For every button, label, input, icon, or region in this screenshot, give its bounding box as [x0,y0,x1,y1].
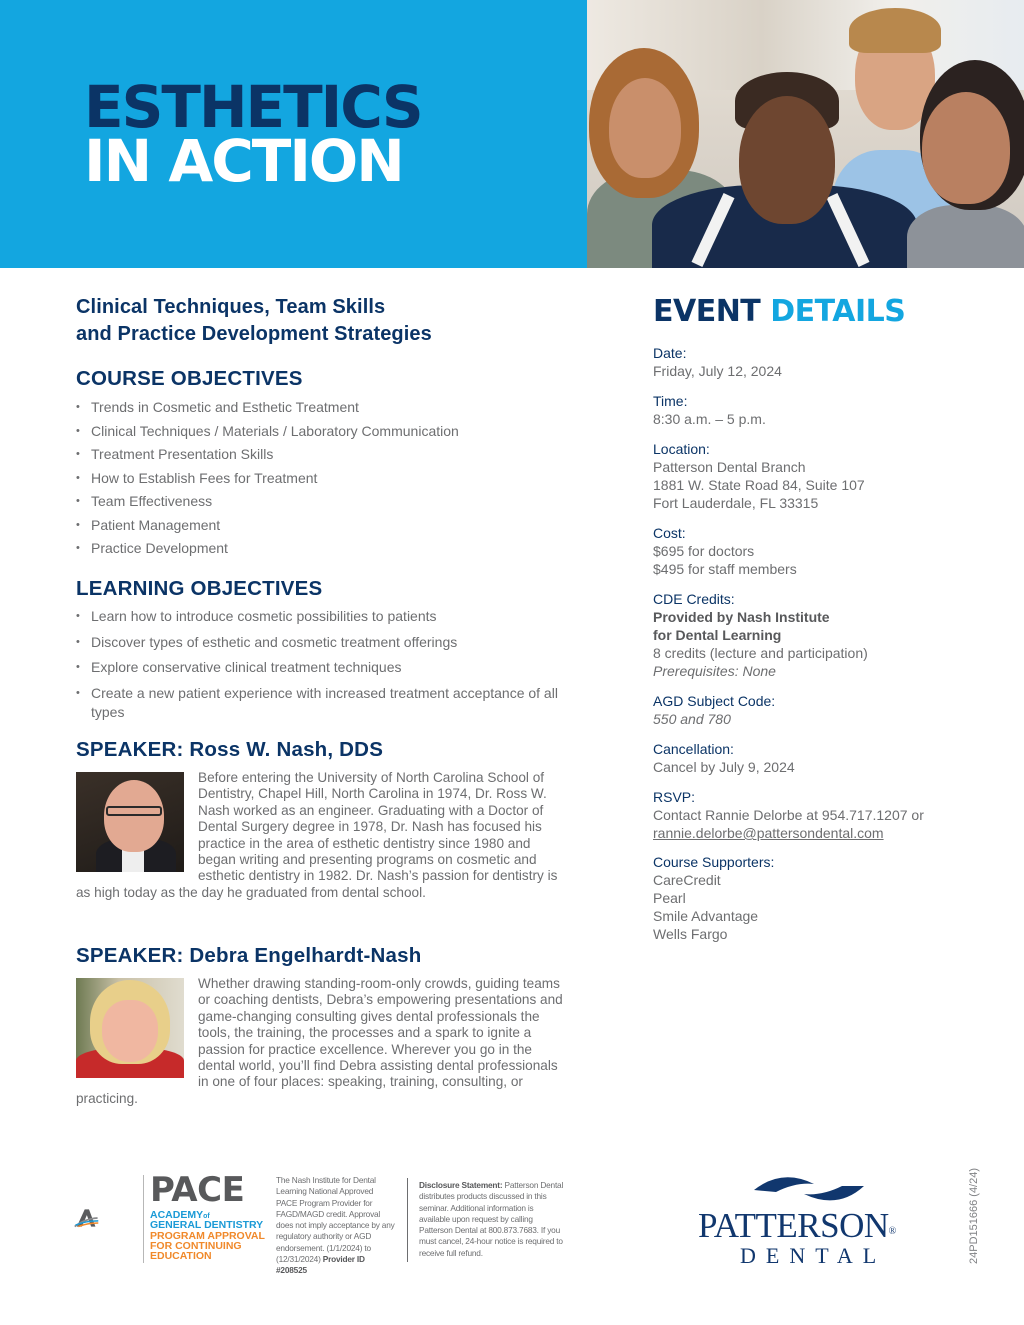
hero-group-photo [587,0,1024,268]
list-item: • Patient Management [76,515,576,539]
event-agd-label: AGD Subject Code: [653,693,776,709]
speaker-heading-ross-nash: SPEAKER: Ross W. Nash, DDS [76,738,384,761]
event-location-line3: Fort Lauderdale, FL 33315 [653,495,819,511]
event-time-value: 8:30 a.m. – 5 p.m. [653,411,766,427]
course-subtitle-line1: Clinical Techniques, Team Skills [76,296,386,318]
event-date-value: Friday, July 12, 2024 [653,363,782,379]
event-cancellation-value: Cancel by July 9, 2024 [653,759,795,775]
event-date [653,344,953,380]
speaker-bio-text: Before entering the University of North Carolina School of Dentistry, Chapel Hill, North Carolina in 1974, Dr. Ross W. Nash worked as an engineer. Graduating with a Doctor of Dental Surgery degree in 1978, Dr. Nash has focused his practice in the area of esthetic dentistry since 1980 and began writing and presenting programs on cosmetic and esthetic dentistry in 1982. Dr. Nash’s passion for dentistry is as high today as the day he graduated from dental school. [76,770,558,900]
supporter-item: Pearl [653,890,686,906]
pace-program-line2: FOR CONTINUING [150,1240,242,1252]
course-objectives-list [76,397,576,562]
event-time-label: Time: [653,393,688,409]
event-date-label: Date: [653,345,687,361]
patterson-wordmark [698,1206,896,1246]
event-supporters-label: Course Supporters: [653,854,775,870]
event-cancellation [653,740,953,776]
list-item: • Clinical Techniques / Materials / Laboratory Communication [76,421,576,445]
supporter-item: CareCredit [653,872,721,888]
pace-program-line3: EDUCATION [150,1250,212,1262]
course-subtitle [76,294,586,348]
learning-objectives-list [76,607,586,728]
event-rsvp-label: RSVP: [653,789,696,805]
footer-divider [407,1178,408,1262]
event-cost-label: Cost: [653,525,686,541]
event-cde-label: CDE Credits: [653,591,735,607]
registered-mark: ® [888,1226,896,1237]
event-cde-prerequisites: Prerequisites: None [653,663,776,679]
disclosure-label: Disclosure Statement: [419,1180,503,1190]
course-subtitle-line2: and Practice Development Strategies [76,323,432,345]
pace-general-dentistry: GENERAL DENTISTRY [150,1219,264,1231]
supporter-item: Smile Advantage [653,908,759,924]
event-location [653,440,953,512]
event-rsvp [653,788,973,842]
event-course-supporters [653,853,953,943]
list-item: • Team Effectiveness [76,491,576,515]
speaker-bio-ross-nash [76,770,570,901]
event-location-label: Location: [653,441,710,457]
pace-statement-text: The Nash Institute for Dental Learning National Approved PACE Program Provider for FAGD/MAGD credit. Approval does not imply acceptance by any regulatory authority or AGD endorsement. (1/1/2024) to (12/31/2024) [276,1175,395,1265]
speaker-bio-debra-engelhardt-nash [76,976,570,1107]
event-agd-value: 550 and 780 [653,711,731,727]
hero-banner [0,0,1024,268]
speaker-photo-debra-engelhardt-nash [76,978,184,1078]
event-cde-credits-value: 8 credits (lecture and participation) [653,645,868,661]
speaker-photo-ross-nash [76,772,184,872]
event-rsvp-text: Contact Rannie Delorbe at 954.717.1207 or [653,807,924,823]
list-item: • Trends in Cosmetic and Esthetic Treatment [76,397,576,421]
list-item: • Create a new patient experience with increased treatment acceptance of all types [76,684,586,722]
speaker-heading-debra-engelhardt-nash: SPEAKER: Debra Engelhardt-Nash [76,944,422,967]
speaker-bio-text: Whether drawing standing-room-only crowds, guiding teams or coaching dentists, Debra’s empowering presentations and game-changing consulting gives dental professionals the tools, the training, the processes and a spark to ignite a passion for practice excellence. Wherever you go in the dental world, you’ll find Debra assisting dental professionals in one of four places: speaking, training, consulting, or practicing. [76,976,563,1106]
list-item: • Explore conservative clinical treatment techniques [76,658,586,677]
event-heading-part2: DETAILS [770,294,906,329]
document-code: 24PD151666 (4/24) [968,1167,980,1264]
disclosure-text: Patterson Dental distributes products discussed in this seminar. Additional information is available upon request by calling Patterson Dental at 800.873.7683. If you must cancel, 24-hour notice is required to receive full refund. [419,1180,564,1258]
rsvp-email-link[interactable]: rannie.delorbe@pattersondental.com [653,825,884,841]
pace-divider [143,1175,144,1263]
event-cost-staff: $495 for staff members [653,561,797,577]
course-objectives-heading: COURSE OBJECTIVES [76,367,303,390]
patterson-word: PATTERSON [698,1206,889,1245]
event-details-heading [653,294,905,329]
list-item: • Practice Development [76,538,576,562]
event-cde-provider-line1: Provided by Nash Institute [653,609,830,625]
hero-blue-panel [0,0,587,268]
hero-title-line1: ESTHETICS [84,73,422,141]
event-location-line1: Patterson Dental Branch [653,459,806,475]
pace-of-text: of [203,1213,210,1220]
event-location-line2: 1881 W. State Road 84, Suite 107 [653,477,865,493]
pace-program-line1: PROGRAM APPROVAL [150,1230,265,1242]
hero-title-line2: IN ACTION [84,127,403,195]
list-item: • Learn how to introduce cosmetic possibilities to patients [76,607,586,626]
event-cost-doctors: $695 for doctors [653,543,755,559]
course-intro [76,294,586,348]
pace-statement [276,1175,396,1277]
list-item: • Discover types of esthetic and cosmetic treatment offerings [76,633,586,652]
pace-academy-text: ACADEMY [150,1209,204,1221]
event-time [653,392,953,428]
list-item: • How to Establish Fees for Treatment [76,468,576,492]
event-cde-provider-line2: for Dental Learning [653,627,782,643]
event-heading-part1: EVENT [653,294,761,329]
learning-objectives-heading: LEARNING OBJECTIVES [76,577,323,600]
pace-wordmark: PACE [150,1170,245,1210]
agd-a-icon [74,1172,144,1264]
patterson-wave-icon [752,1172,866,1206]
disclosure-statement [419,1180,564,1259]
event-cde-credits [653,590,953,680]
hero-title [84,73,422,195]
list-item: • Treatment Presentation Skills [76,444,576,468]
supporter-item: Wells Fargo [653,926,728,942]
event-agd-code [653,692,953,728]
patterson-dental-word: DENTAL [740,1243,887,1268]
event-cancellation-label: Cancellation: [653,741,734,757]
pace-provider-id: Provider ID #208525 [276,1254,365,1276]
event-cost [653,524,953,578]
pace-program-approval [150,1231,270,1261]
